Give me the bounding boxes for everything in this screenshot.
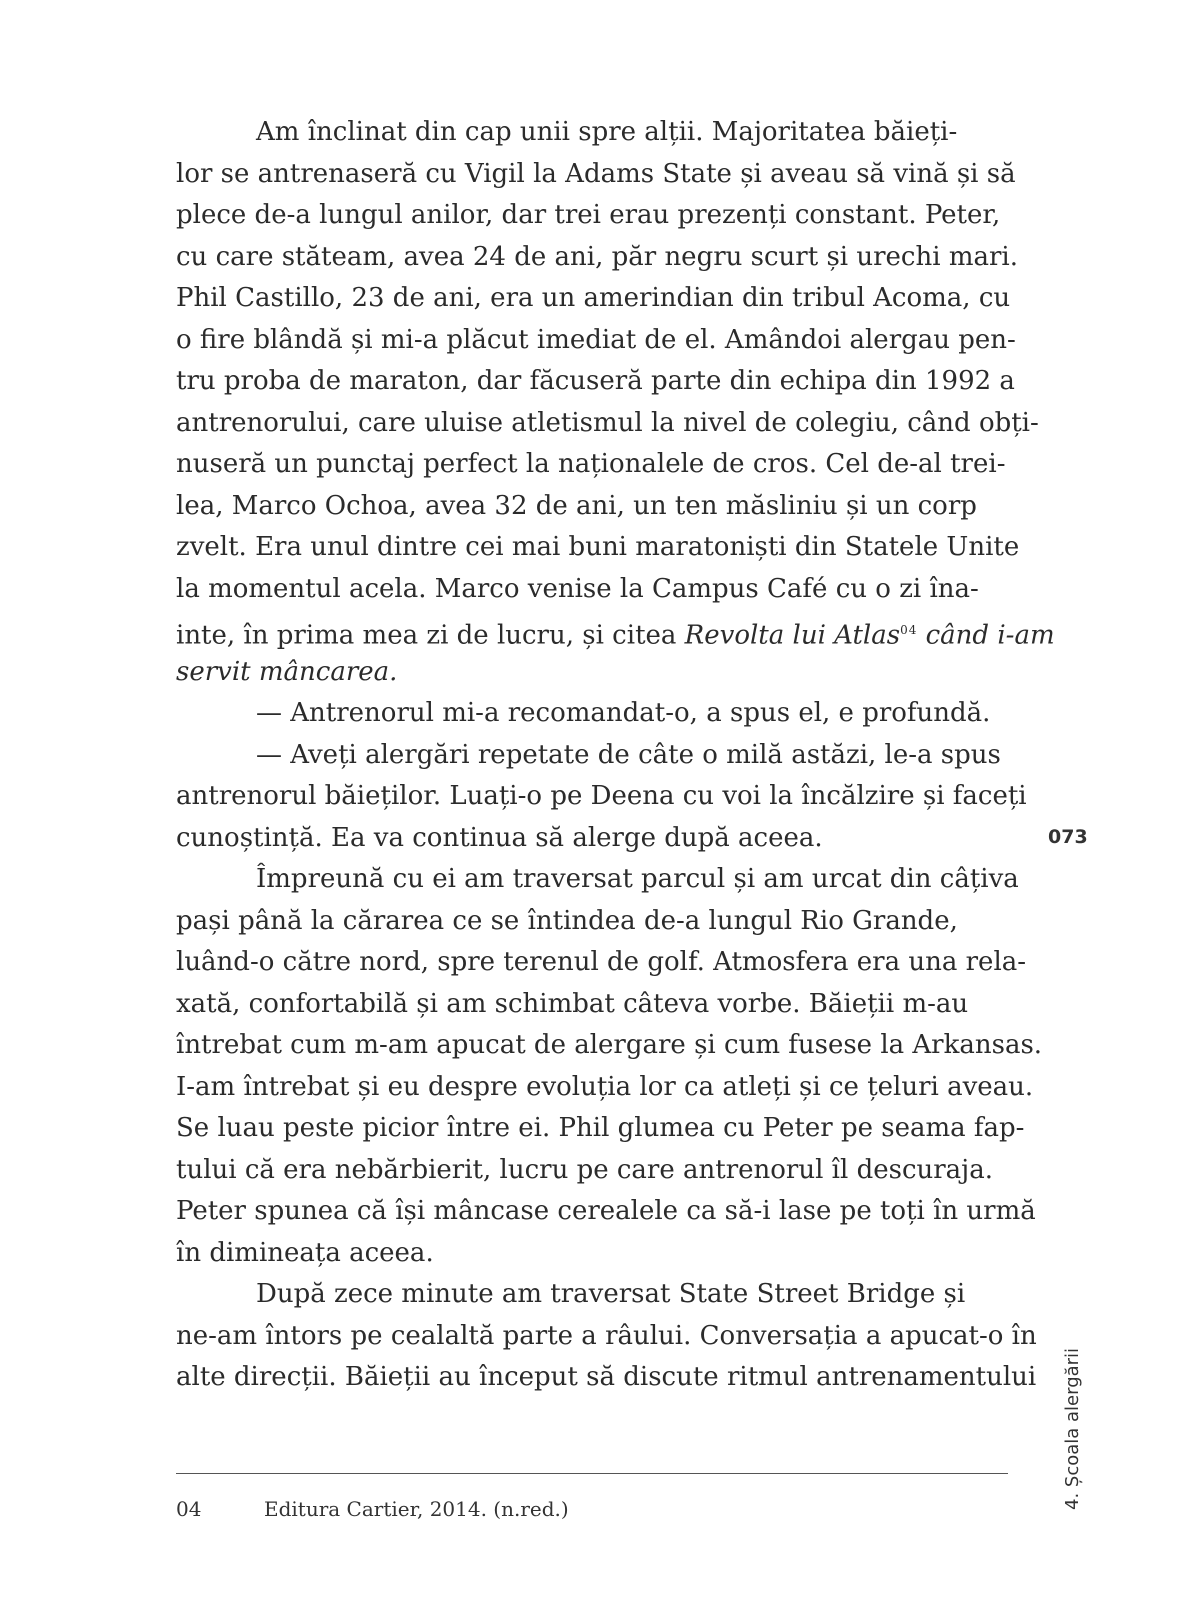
text-line: tului că era nebărbierit, lucru pe care antrenorul îl descuraja. [176, 1154, 994, 1185]
text-line-italic: servit mâncarea. [176, 656, 398, 687]
page-number: 073 [1048, 826, 1088, 848]
text-line: cunoștință. Ea va continua să alerge după aceea. [176, 822, 823, 853]
text-line: lor se antrenaseră cu Vigil la Adams State și aveau să vină și să [176, 158, 1016, 189]
text-line: zvelt. Era unul dintre cei mai buni maratoniști din Statele Unite [176, 532, 1020, 562]
text-line: Se luau peste picior între ei. Phil glumea cu Peter pe seama fap- [176, 1113, 1025, 1143]
footnote-divider [176, 1473, 1008, 1474]
text-line: luând-o către nord, spre terenul de golf. Atmosfera era una rela- [176, 947, 1027, 977]
text-line: plece de-a lungul anilor, dar trei erau prezenți constant. Peter, [176, 200, 1001, 230]
text-line: cu care stăteam, avea 24 de ani, păr negru scurt și urechi mari. [176, 241, 1018, 272]
text-line: Împreună cu ei am traversat parcul și am urcat din câțiva [256, 864, 1019, 894]
text-line: nuseră un punctaj perfect la naționalele de cros. Cel de-al trei- [176, 449, 1006, 479]
text-line: o fire blândă și mi-a plăcut imediat de el. Amândoi alergau pen- [176, 324, 1016, 355]
text-line: După zece minute am traversat State Street Bridge și [256, 1279, 966, 1309]
footnote [176, 1497, 569, 1521]
text-line: tru proba de maraton, dar făcuseră parte din echipa din 1992 a [176, 366, 1015, 396]
body-text [176, 112, 1055, 1399]
footnote-number: 04 [176, 1497, 202, 1521]
text-line-with-citation [176, 610, 1055, 652]
text-line: I-am întrebat și eu despre evoluția lor ca atleți și ce țeluri aveau. [176, 1071, 1034, 1102]
dialogue-line: — Antrenorul mi-a recomandat-o, a spus el, e profundă. [256, 698, 991, 728]
text-line: ne-am întors pe cealaltă parte a râului. Conversația a apucat-o în [176, 1320, 1037, 1351]
text-line: la momentul acela. Marco venise la Campus Café cu o zi îna- [176, 573, 979, 604]
text-line: Peter spunea că își mâncase cerealele ca să-i lase pe toți în urmă [176, 1196, 1036, 1226]
dialogue-line: — Aveți alergări repetate de câte o milă astăzi, le-a spus [256, 739, 1001, 770]
text-line: lea, Marco Ochoa, avea 32 de ani, un ten măsliniu și un corp [176, 490, 977, 521]
text-line: pași până la cărarea ce se întindea de-a lungul Rio Grande, [176, 905, 958, 936]
text-line: Am înclinat din cap unii spre alții. Majoritatea băieți- [256, 117, 958, 147]
text-line: antrenorul băieților. Luați-o pe Deena cu voi la încălzire și faceți [176, 781, 1027, 811]
text-line: xată, confortabilă și am schimbat câteva vorbe. Băieții m-au [176, 988, 969, 1019]
footnote-text: Editura Cartier, 2014. (n.red.) [264, 1497, 569, 1521]
book-title-italic: Revolta lui Atlas [684, 620, 901, 651]
text-segment: inte, în prima mea zi de lucru, și citea [176, 620, 685, 651]
text-line: în dimineața aceea. [176, 1237, 434, 1268]
text-line: Phil Castillo, 23 de ani, era un amerindian din tribul Acoma, cu [176, 283, 1011, 313]
text-line: întrebat cum m-am apucat de alergare și cum fusese la Arkansas. [176, 1030, 1043, 1060]
footnote-marker: 04 [900, 623, 918, 637]
chapter-running-head: 4. Școala alergării [1062, 1347, 1083, 1510]
text-line: alte direcții. Băieții au început să discute ritmul antrenamentului [176, 1362, 1037, 1392]
text-segment-italic: când i-am [917, 620, 1055, 651]
text-line: antrenorului, care uluise atletismul la nivel de colegiu, când obți- [176, 407, 1039, 438]
